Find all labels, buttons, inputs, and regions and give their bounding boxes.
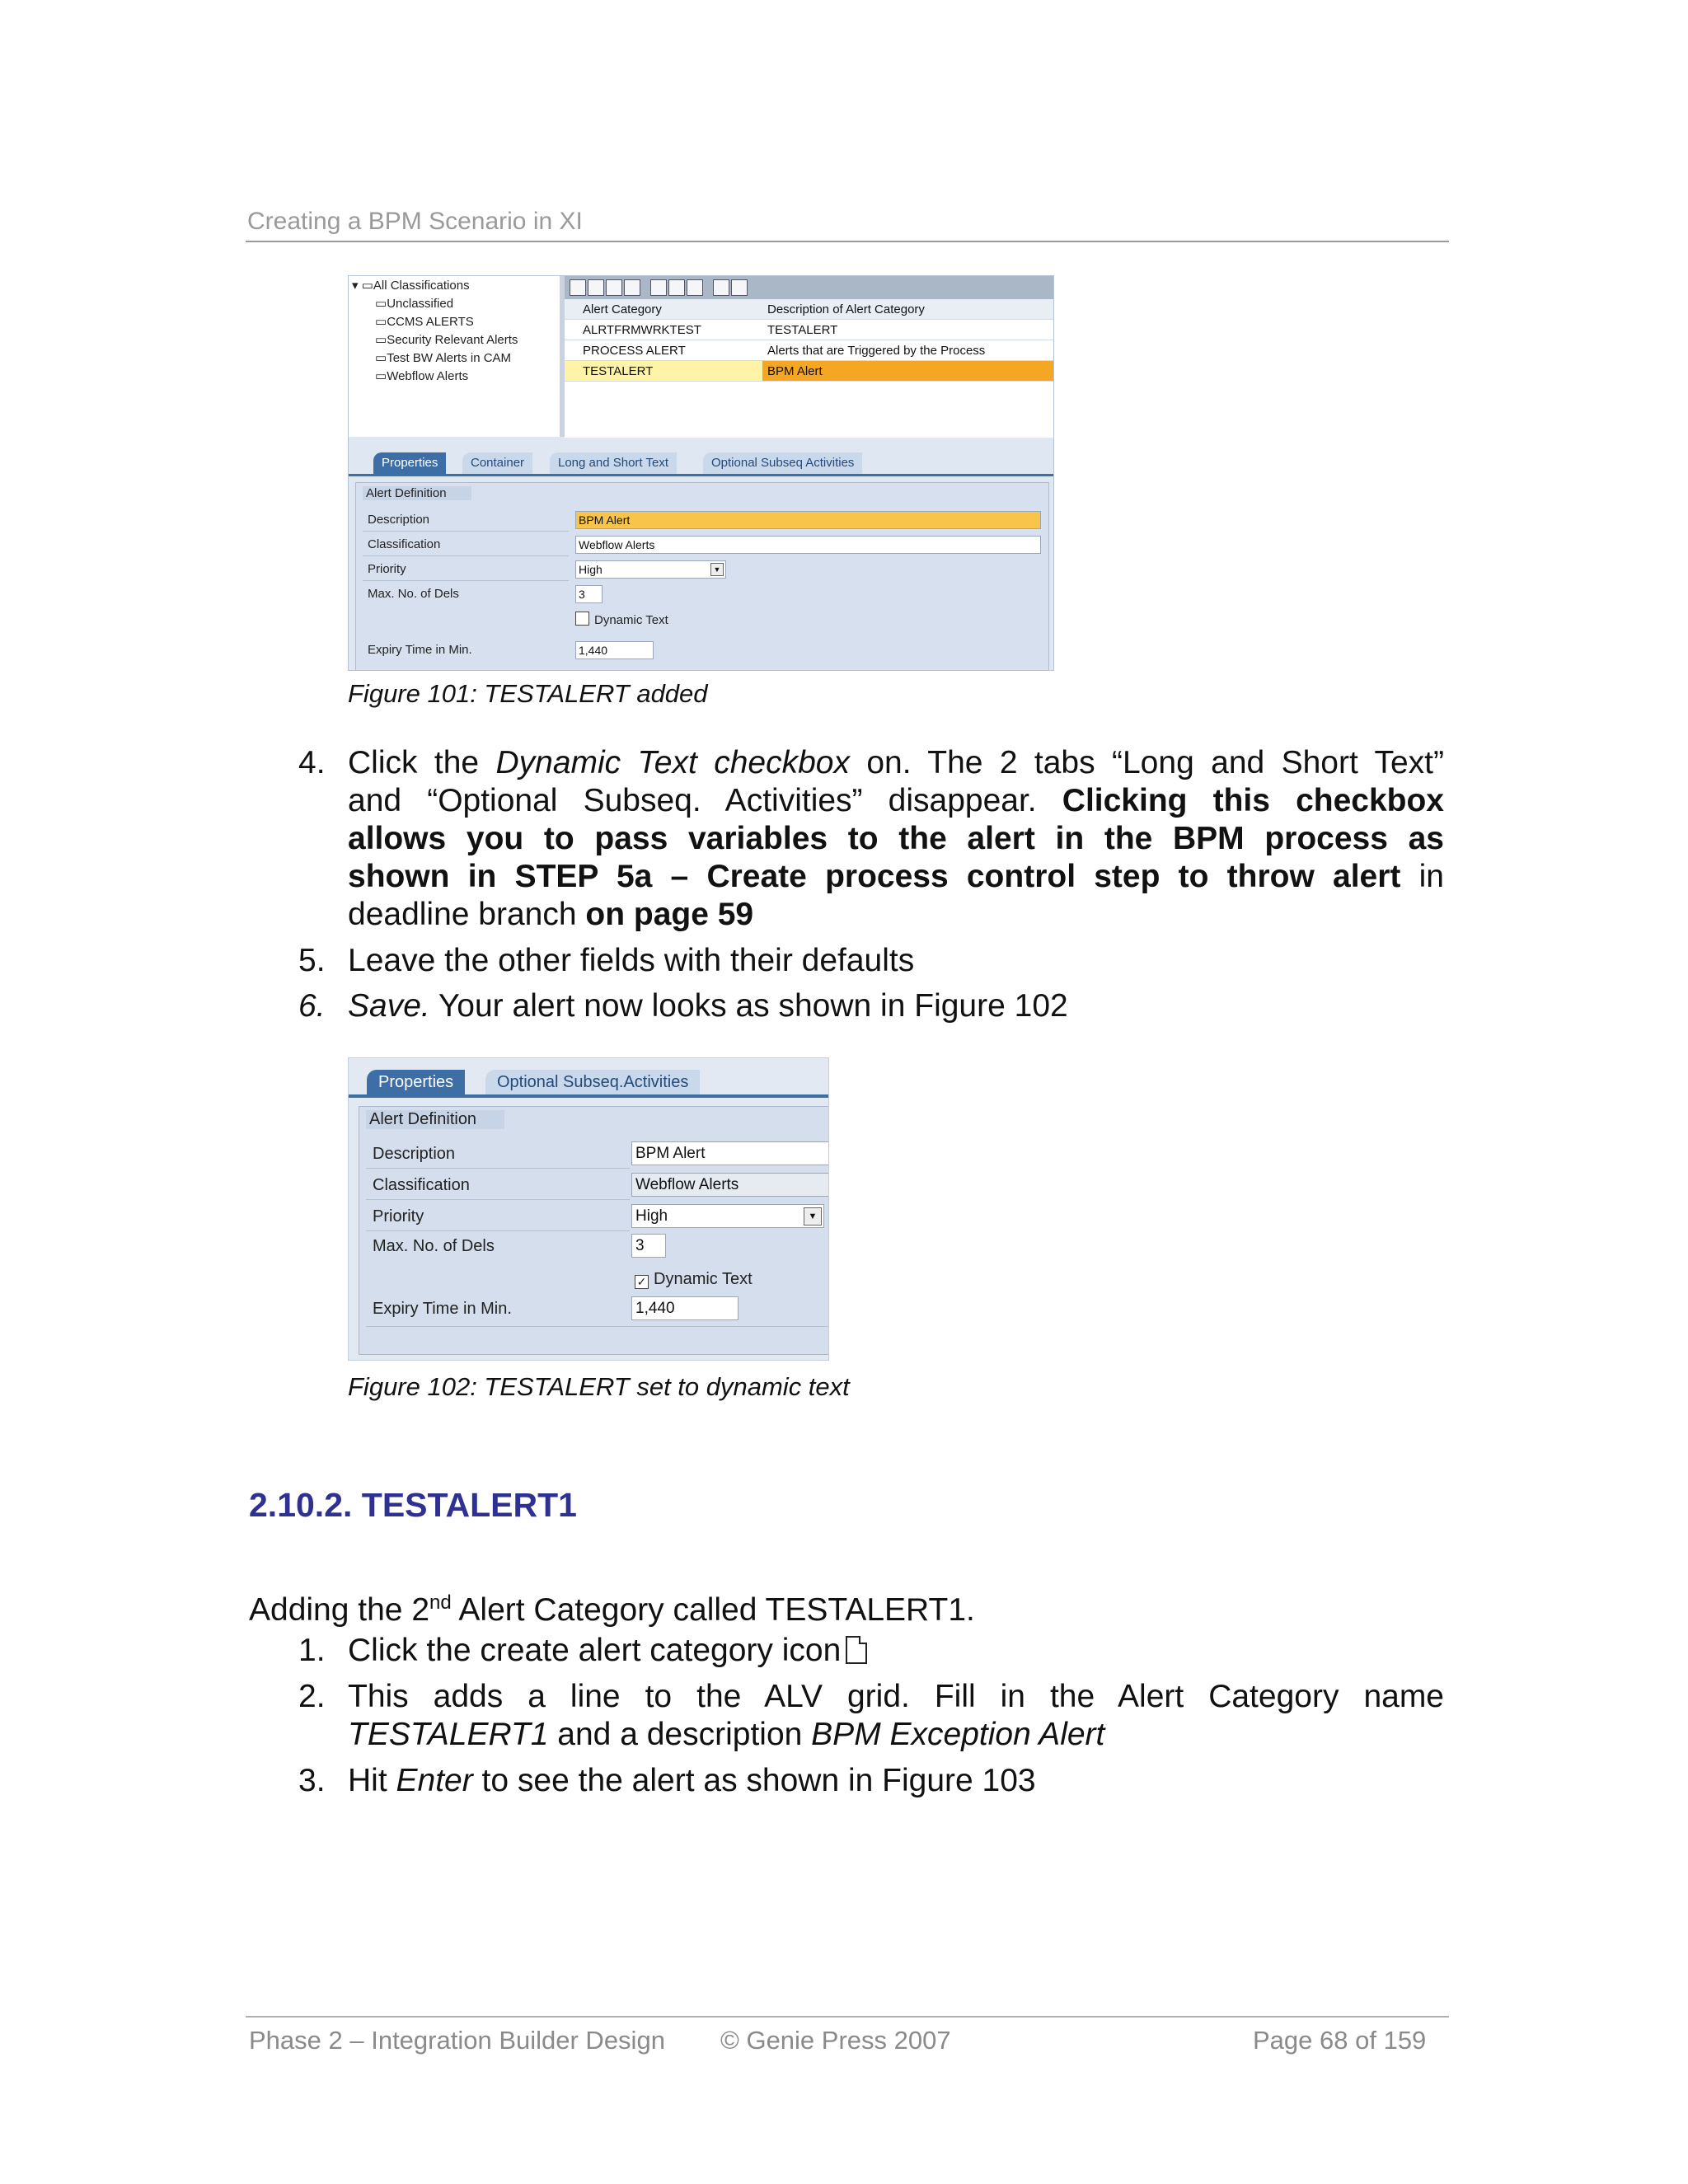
save-icon[interactable]	[606, 279, 622, 296]
create-alert-category-icon	[846, 1636, 867, 1664]
figure-101-caption: Figure 101: TESTALERT added	[348, 679, 708, 708]
alert-definition-form	[359, 1106, 829, 1355]
step-4-line-3: allows you to pass variables to the alert in the BPM process as	[348, 821, 1444, 856]
grid-header-row	[565, 299, 1053, 320]
footer-left: Phase 2 – Integration Builder Design	[249, 2026, 665, 2055]
chevron-down-icon[interactable]: ▼	[710, 563, 724, 576]
tree-item[interactable]: ▭CCMS ALERTS	[375, 315, 474, 329]
step-number: 3.	[298, 1763, 326, 1798]
tree-item[interactable]: ▭Webflow Alerts	[375, 369, 469, 383]
expiry-field[interactable]: 1,440	[631, 1296, 738, 1320]
maxdels-label: Max. No. of Dels	[373, 1237, 495, 1255]
figure-102-screenshot	[348, 1057, 829, 1361]
figure-101-screenshot	[348, 275, 1054, 671]
step-number: 6.	[298, 988, 326, 1024]
dynamic-text-checkbox[interactable]: Dynamic Text	[575, 612, 668, 627]
filter-icon[interactable]	[668, 279, 685, 296]
filter-set-icon[interactable]	[687, 279, 703, 296]
footer-rule	[246, 2016, 1449, 2018]
dynamic-text-checkbox[interactable]: ✓ Dynamic Text	[635, 1270, 753, 1289]
alert-definition-form	[355, 482, 1049, 671]
sort-icon[interactable]	[650, 279, 667, 296]
footer-middle: © Genie Press 2007	[720, 2026, 951, 2055]
description-field[interactable]: BPM Alert	[575, 511, 1041, 529]
section-heading: 2.10.2. TESTALERT1	[249, 1486, 577, 1524]
tab-long-short-text[interactable]: Long and Short Text	[550, 452, 677, 474]
maxdels-field[interactable]: 3	[631, 1234, 666, 1258]
running-header: Creating a BPM Scenario in XI	[247, 208, 583, 235]
classification-tree	[349, 276, 565, 437]
step-5: Leave the other fields with their defaults	[348, 943, 915, 978]
detail-tabstrip	[349, 449, 1053, 476]
step-2-line-2: TESTALERT1 and a description BPM Exception Alert	[348, 1717, 1105, 1752]
tree-root[interactable]: ▾ ▭All Classifications	[352, 279, 470, 293]
layout-icon[interactable]	[713, 279, 729, 296]
step-number: 4.	[298, 745, 326, 780]
step-3: Hit Enter to see the alert as shown in Figure 103	[348, 1763, 1036, 1798]
step-number: 2.	[298, 1679, 326, 1714]
step-1: Click the create alert category icon	[348, 1632, 1444, 1670]
classification-field[interactable]: Webflow Alerts	[575, 536, 1041, 554]
table-row-selected[interactable]: TESTALERT BPM Alert	[565, 361, 1053, 382]
expiry-label: Expiry Time in Min.	[368, 643, 472, 657]
step-4-line-2: and “Optional Subseq. Activities” disappear. Clicking this checkbox	[348, 783, 1445, 818]
footer-page-number: Page 68 of 159	[1253, 2026, 1427, 2055]
grid-col-description: Description of Alert Category	[767, 302, 925, 316]
priority-select[interactable]: High ▼	[575, 560, 726, 579]
tree-item[interactable]: ▭Unclassified	[375, 297, 454, 311]
chevron-down-icon[interactable]: ▼	[804, 1207, 822, 1226]
header-rule	[246, 241, 1449, 242]
figure-102-caption: Figure 102: TESTALERT set to dynamic text	[348, 1372, 850, 1401]
expiry-label: Expiry Time in Min.	[373, 1300, 512, 1318]
table-row[interactable]: PROCESS ALERT Alerts that are Triggered by the Process	[565, 340, 1053, 361]
classification-label: Classification	[373, 1176, 470, 1194]
step-4-line-1: Click the Dynamic Text checkbox on. The 2 tabs “Long and Short Text”	[348, 745, 1444, 780]
copy-icon[interactable]	[588, 279, 604, 296]
step-number: 5.	[298, 943, 326, 978]
tab-properties[interactable]: Properties	[373, 452, 446, 474]
step-number: 1.	[298, 1633, 326, 1668]
section-intro: Adding the 2nd Alert Category called TESTALERT1.	[249, 1591, 975, 1628]
maxdels-label: Max. No. of Dels	[368, 587, 459, 601]
priority-select[interactable]: High ▼	[631, 1204, 824, 1228]
alert-category-grid	[565, 299, 1053, 438]
find-icon[interactable]	[624, 279, 640, 296]
maxdels-field[interactable]: 3	[575, 585, 603, 603]
description-field[interactable]: BPM Alert	[631, 1141, 829, 1165]
step-6: Save. Your alert now looks as shown in Figure 102	[348, 988, 1068, 1024]
section-title: Alert Definition	[366, 1110, 504, 1129]
checkbox-checked-icon[interactable]: ✓	[635, 1275, 649, 1289]
alv-toolbar	[565, 276, 1053, 299]
checkbox-icon[interactable]	[575, 612, 589, 626]
description-label: Description	[373, 1145, 456, 1163]
detail-tabstrip	[349, 1065, 828, 1098]
table-row[interactable]: ALRTFRMWRKTEST TESTALERT	[565, 320, 1053, 340]
description-label: Description	[368, 513, 430, 527]
step-2-line-1: This adds a line to the ALV grid. Fill in the Alert Category name	[348, 1679, 1444, 1714]
priority-label: Priority	[368, 562, 406, 576]
step-4-line-4: shown in STEP 5a – Create process control step to throw alert in	[348, 859, 1444, 894]
grid-col-alert-category: Alert Category	[583, 302, 662, 316]
expiry-field[interactable]: 1,440	[575, 641, 654, 659]
tree-item[interactable]: ▭Test BW Alerts in CAM	[375, 351, 512, 365]
tab-optional-subseq[interactable]: Optional Subseq.Activities	[485, 1070, 700, 1094]
step-4-line-5: deadline branch on page 59	[348, 897, 754, 932]
tab-properties[interactable]: Properties	[367, 1070, 465, 1094]
priority-label: Priority	[373, 1207, 424, 1226]
tab-optional-subseq[interactable]: Optional Subseq Activities	[703, 452, 862, 474]
classification-label: Classification	[368, 537, 441, 551]
section-title: Alert Definition	[363, 486, 471, 500]
export-icon[interactable]	[731, 279, 748, 296]
classification-field[interactable]: Webflow Alerts	[631, 1173, 829, 1197]
tab-container[interactable]: Container	[462, 452, 532, 474]
tree-item[interactable]: ▭Security Relevant Alerts	[375, 333, 518, 347]
create-icon[interactable]	[570, 279, 586, 296]
